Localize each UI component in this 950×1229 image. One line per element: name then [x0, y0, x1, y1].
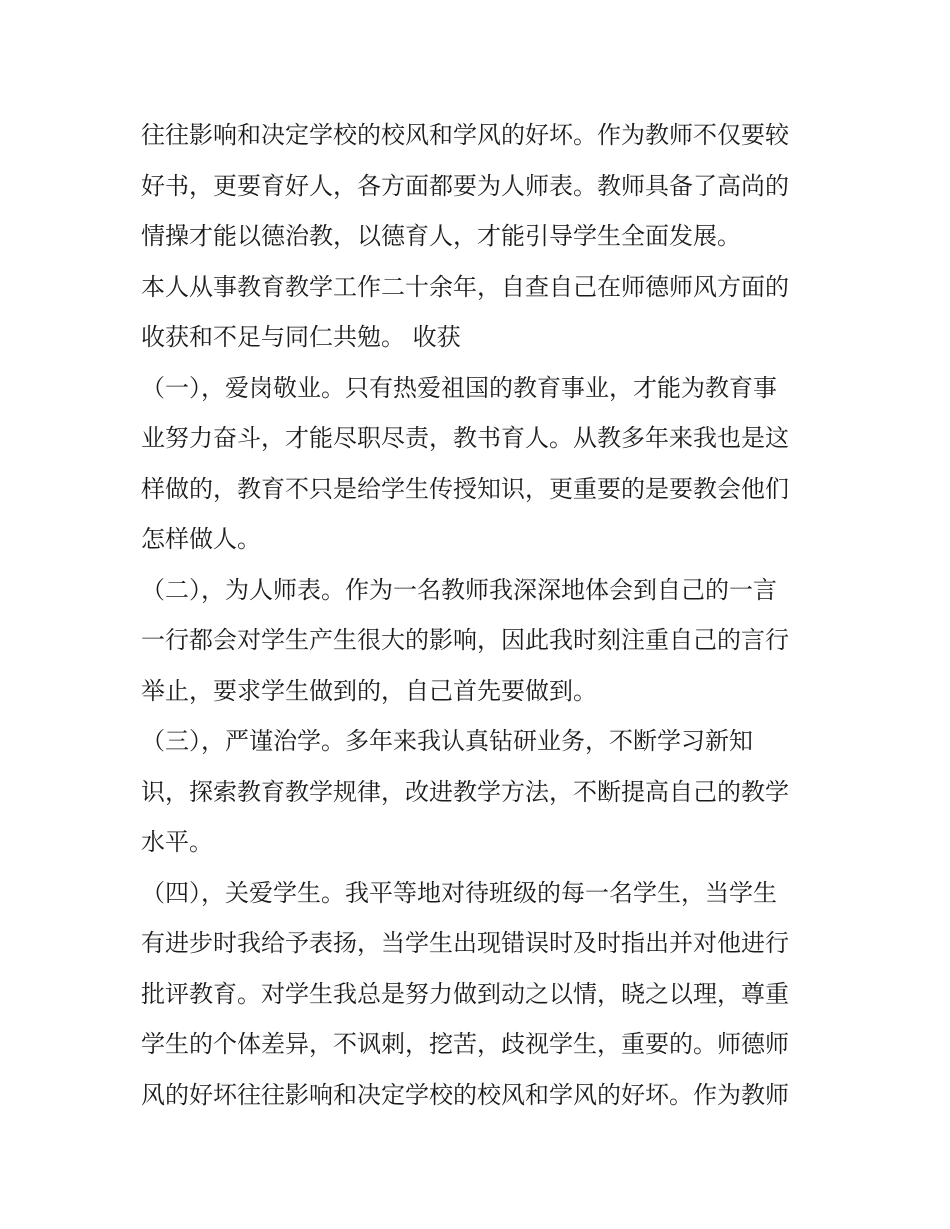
text-line: （四），关爱学生。我平等地对待班级的每一名学生，当学生: [141, 878, 777, 907]
text-line: 样做的，教育不只是给学生传授知识，更重要的是要教会他们: [141, 474, 789, 503]
text-line: 怎样做人。: [141, 525, 261, 553]
text-line: （一），爱岗敬业。只有热爱祖国的教育事业，才能为教育事: [141, 373, 777, 402]
text-line: 水平。: [141, 828, 213, 856]
text-line: 情操才能以德治教，以德育人，才能引导学生全面发展。: [141, 222, 741, 250]
text-line: 批评教育。对学生我总是努力做到动之以情，晓之以理，尊重: [141, 979, 789, 1008]
text-line: 业努力奋斗，才能尽职尽责，教书育人。从教多年来我也是这: [141, 424, 789, 452]
text-line: （三），严谨治学。多年来我认真钻研业务，不断学习新知: [141, 727, 753, 755]
text-line: 学生的个体差异，不讽刺，挖苦，歧视学生，重要的。师德师: [141, 1030, 789, 1058]
text-line: 举止，要求学生做到的，自己首先要做到。: [141, 676, 597, 705]
text-line: 收获和不足与同仁共勉。 收获: [141, 323, 461, 351]
text-line: 有进步时我给予表扬，当学生出现错误时及时指出并对他进行: [141, 929, 789, 957]
text-line: 本人从事教育教学工作二十余年，自查自己在师德师风方面的: [141, 272, 789, 301]
text-line: 风的好坏往往影响和决定学校的校风和学风的好坏。作为教师: [141, 1080, 789, 1109]
text-line: 好书，更要育好人，各方面都要为人师表。教师具备了高尚的: [141, 171, 789, 200]
text-line: （二），为人师表。作为一名教师我深深地体会到自己的一言: [141, 575, 777, 604]
body-text: [141, 110, 821, 1120]
text-line: 识，探索教育教学规律，改进教学方法，不断提高自己的教学: [141, 777, 789, 806]
text-line: 往往影响和决定学校的校风和学风的好坏。作为教师不仅要较: [141, 121, 789, 149]
text-line: 一行都会对学生产生很大的影响，因此我时刻注重自己的言行: [141, 626, 789, 654]
